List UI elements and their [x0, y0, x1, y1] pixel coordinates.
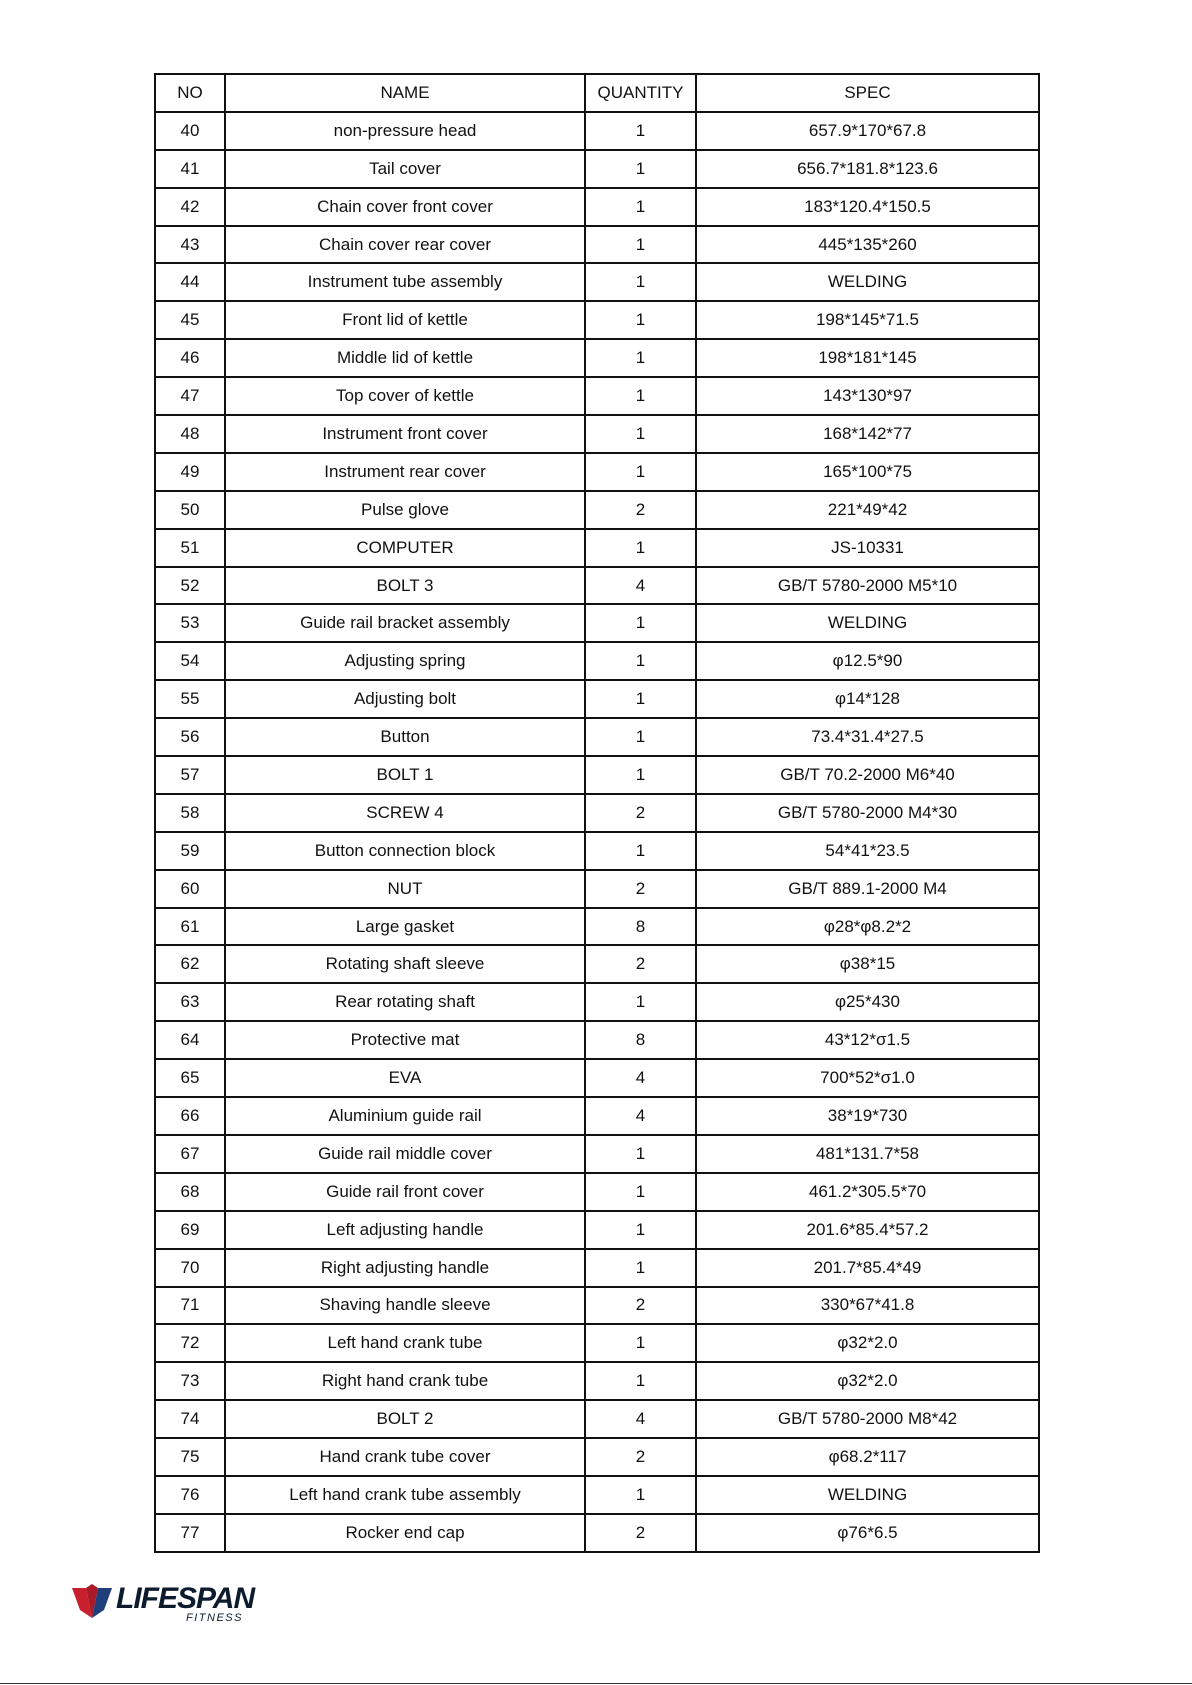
cell-spec: φ32*2.0 [696, 1324, 1039, 1362]
cell-quantity: 1 [585, 1476, 696, 1514]
cell-name: BOLT 1 [225, 756, 585, 794]
table-row [155, 150, 1039, 188]
cell-spec: GB/T 5780-2000 M5*10 [696, 567, 1039, 605]
table-row [155, 529, 1039, 567]
cell-quantity: 1 [585, 112, 696, 150]
cell-no: 47 [155, 377, 225, 415]
cell-no: 41 [155, 150, 225, 188]
cell-quantity: 1 [585, 150, 696, 188]
logo-subtitle: FITNESS [186, 1612, 243, 1624]
cell-quantity: 8 [585, 908, 696, 946]
cell-quantity: 4 [585, 1400, 696, 1438]
header-no: NO [155, 74, 225, 112]
cell-no: 55 [155, 680, 225, 718]
cell-spec: JS-10331 [696, 529, 1039, 567]
cell-quantity: 1 [585, 1211, 696, 1249]
cell-no: 54 [155, 642, 225, 680]
cell-no: 61 [155, 908, 225, 946]
cell-name: BOLT 3 [225, 567, 585, 605]
cell-name: Middle lid of kettle [225, 339, 585, 377]
table-row [155, 945, 1039, 983]
cell-quantity: 2 [585, 870, 696, 908]
cell-name: Tail cover [225, 150, 585, 188]
cell-quantity: 1 [585, 756, 696, 794]
cell-no: 68 [155, 1173, 225, 1211]
cell-spec: 481*131.7*58 [696, 1135, 1039, 1173]
cell-no: 44 [155, 263, 225, 301]
cell-quantity: 1 [585, 226, 696, 264]
cell-spec: 330*67*41.8 [696, 1287, 1039, 1325]
table-row [155, 1287, 1039, 1325]
cell-spec: GB/T 5780-2000 M8*42 [696, 1400, 1039, 1438]
cell-no: 40 [155, 112, 225, 150]
cell-quantity: 1 [585, 604, 696, 642]
cell-spec: 198*181*145 [696, 339, 1039, 377]
cell-spec: 445*135*260 [696, 226, 1039, 264]
cell-spec: 38*19*730 [696, 1097, 1039, 1135]
table-body [155, 112, 1039, 1552]
cell-spec: φ12.5*90 [696, 642, 1039, 680]
cell-name: Right adjusting handle [225, 1249, 585, 1287]
table-row [155, 188, 1039, 226]
cell-spec: WELDING [696, 1476, 1039, 1514]
cell-quantity: 4 [585, 1059, 696, 1097]
cell-no: 77 [155, 1514, 225, 1552]
cell-no: 67 [155, 1135, 225, 1173]
lifespan-logo-mark-icon [72, 1584, 112, 1620]
header-spec: SPEC [696, 74, 1039, 112]
cell-spec: GB/T 889.1-2000 M4 [696, 870, 1039, 908]
cell-quantity: 1 [585, 339, 696, 377]
header-name: NAME [225, 74, 585, 112]
cell-quantity: 1 [585, 415, 696, 453]
cell-no: 52 [155, 567, 225, 605]
table-row [155, 1135, 1039, 1173]
cell-spec: φ28*φ8.2*2 [696, 908, 1039, 946]
cell-quantity: 2 [585, 1438, 696, 1476]
cell-quantity: 1 [585, 718, 696, 756]
cell-quantity: 1 [585, 263, 696, 301]
cell-name: Guide rail front cover [225, 1173, 585, 1211]
cell-quantity: 4 [585, 1097, 696, 1135]
table-row [155, 756, 1039, 794]
cell-name: Chain cover front cover [225, 188, 585, 226]
cell-quantity: 1 [585, 377, 696, 415]
cell-quantity: 1 [585, 529, 696, 567]
header-quantity: QUANTITY [585, 74, 696, 112]
cell-quantity: 1 [585, 453, 696, 491]
cell-name: non-pressure head [225, 112, 585, 150]
table-row [155, 301, 1039, 339]
cell-spec: 183*120.4*150.5 [696, 188, 1039, 226]
table-row [155, 1400, 1039, 1438]
table-row [155, 491, 1039, 529]
table-row [155, 415, 1039, 453]
cell-quantity: 1 [585, 642, 696, 680]
cell-quantity: 2 [585, 794, 696, 832]
cell-spec: GB/T 70.2-2000 M6*40 [696, 756, 1039, 794]
cell-no: 58 [155, 794, 225, 832]
cell-quantity: 1 [585, 832, 696, 870]
cell-no: 60 [155, 870, 225, 908]
cell-no: 53 [155, 604, 225, 642]
table-row [155, 1097, 1039, 1135]
cell-no: 45 [155, 301, 225, 339]
cell-name: Left hand crank tube [225, 1324, 585, 1362]
cell-name: Aluminium guide rail [225, 1097, 585, 1135]
cell-spec: 700*52*σ1.0 [696, 1059, 1039, 1097]
cell-name: Shaving handle sleeve [225, 1287, 585, 1325]
cell-name: SCREW 4 [225, 794, 585, 832]
cell-quantity: 2 [585, 491, 696, 529]
cell-name: Front lid of kettle [225, 301, 585, 339]
cell-spec: φ14*128 [696, 680, 1039, 718]
cell-spec: WELDING [696, 604, 1039, 642]
cell-spec: 143*130*97 [696, 377, 1039, 415]
cell-no: 42 [155, 188, 225, 226]
page-bottom-rule [0, 1683, 1192, 1684]
cell-no: 59 [155, 832, 225, 870]
cell-name: Rear rotating shaft [225, 983, 585, 1021]
cell-spec: 461.2*305.5*70 [696, 1173, 1039, 1211]
cell-spec: φ25*430 [696, 983, 1039, 1021]
cell-name: Guide rail bracket assembly [225, 604, 585, 642]
table-row [155, 794, 1039, 832]
cell-name: BOLT 2 [225, 1400, 585, 1438]
cell-name: COMPUTER [225, 529, 585, 567]
cell-no: 74 [155, 1400, 225, 1438]
cell-no: 70 [155, 1249, 225, 1287]
parts-table [154, 73, 1040, 1553]
cell-name: Button connection block [225, 832, 585, 870]
cell-quantity: 1 [585, 1324, 696, 1362]
cell-no: 56 [155, 718, 225, 756]
cell-no: 65 [155, 1059, 225, 1097]
cell-name: Large gasket [225, 908, 585, 946]
cell-no: 69 [155, 1211, 225, 1249]
table-row [155, 1173, 1039, 1211]
cell-name: Rocker end cap [225, 1514, 585, 1552]
cell-name: Adjusting bolt [225, 680, 585, 718]
cell-spec: 201.7*85.4*49 [696, 1249, 1039, 1287]
cell-no: 63 [155, 983, 225, 1021]
table-row [155, 604, 1039, 642]
cell-name: Chain cover rear cover [225, 226, 585, 264]
table-row [155, 680, 1039, 718]
cell-name: Pulse glove [225, 491, 585, 529]
logo-wordmark: LIFESPAN [116, 1582, 255, 1615]
cell-quantity: 2 [585, 1287, 696, 1325]
cell-name: Left adjusting handle [225, 1211, 585, 1249]
cell-quantity: 1 [585, 301, 696, 339]
table-row [155, 453, 1039, 491]
table-row [155, 263, 1039, 301]
cell-no: 62 [155, 945, 225, 983]
table-row [155, 1021, 1039, 1059]
cell-no: 50 [155, 491, 225, 529]
table-row [155, 1059, 1039, 1097]
table-row [155, 1249, 1039, 1287]
cell-no: 73 [155, 1362, 225, 1400]
table-row [155, 832, 1039, 870]
cell-quantity: 2 [585, 945, 696, 983]
cell-spec: φ38*15 [696, 945, 1039, 983]
cell-name: Instrument front cover [225, 415, 585, 453]
table-row [155, 1438, 1039, 1476]
cell-no: 64 [155, 1021, 225, 1059]
cell-spec: GB/T 5780-2000 M4*30 [696, 794, 1039, 832]
cell-quantity: 1 [585, 188, 696, 226]
table-row [155, 339, 1039, 377]
cell-spec: 73.4*31.4*27.5 [696, 718, 1039, 756]
cell-name: Top cover of kettle [225, 377, 585, 415]
cell-quantity: 8 [585, 1021, 696, 1059]
cell-no: 75 [155, 1438, 225, 1476]
cell-name: Protective mat [225, 1021, 585, 1059]
cell-name: Right hand crank tube [225, 1362, 585, 1400]
cell-name: NUT [225, 870, 585, 908]
cell-name: Left hand crank tube assembly [225, 1476, 585, 1514]
table-row [155, 718, 1039, 756]
cell-name: Hand crank tube cover [225, 1438, 585, 1476]
table-row [155, 112, 1039, 150]
cell-spec: φ68.2*117 [696, 1438, 1039, 1476]
table-row [155, 1211, 1039, 1249]
cell-no: 71 [155, 1287, 225, 1325]
table-row [155, 983, 1039, 1021]
cell-quantity: 1 [585, 1249, 696, 1287]
cell-no: 48 [155, 415, 225, 453]
cell-name: EVA [225, 1059, 585, 1097]
cell-spec: 54*41*23.5 [696, 832, 1039, 870]
cell-no: 66 [155, 1097, 225, 1135]
cell-quantity: 4 [585, 567, 696, 605]
cell-no: 49 [155, 453, 225, 491]
table-row [155, 1362, 1039, 1400]
cell-name: Instrument tube assembly [225, 263, 585, 301]
cell-name: Adjusting spring [225, 642, 585, 680]
cell-spec: 221*49*42 [696, 491, 1039, 529]
cell-name: Rotating shaft sleeve [225, 945, 585, 983]
cell-spec: 656.7*181.8*123.6 [696, 150, 1039, 188]
cell-quantity: 1 [585, 1362, 696, 1400]
table-row [155, 377, 1039, 415]
cell-spec: 201.6*85.4*57.2 [696, 1211, 1039, 1249]
table-row [155, 908, 1039, 946]
cell-no: 46 [155, 339, 225, 377]
lifespan-logo [72, 1582, 255, 1626]
cell-spec: 657.9*170*67.8 [696, 112, 1039, 150]
table-row [155, 226, 1039, 264]
cell-name: Guide rail middle cover [225, 1135, 585, 1173]
cell-spec: φ76*6.5 [696, 1514, 1039, 1552]
table-row [155, 1514, 1039, 1552]
cell-no: 43 [155, 226, 225, 264]
cell-name: Button [225, 718, 585, 756]
cell-quantity: 1 [585, 1173, 696, 1211]
cell-name: Instrument rear cover [225, 453, 585, 491]
cell-spec: 198*145*71.5 [696, 301, 1039, 339]
table-row [155, 642, 1039, 680]
cell-quantity: 1 [585, 1135, 696, 1173]
table-row [155, 1476, 1039, 1514]
cell-quantity: 1 [585, 680, 696, 718]
cell-quantity: 2 [585, 1514, 696, 1552]
cell-spec: 43*12*σ1.5 [696, 1021, 1039, 1059]
cell-spec: φ32*2.0 [696, 1362, 1039, 1400]
cell-quantity: 1 [585, 983, 696, 1021]
table-header [155, 74, 1039, 112]
table-row [155, 870, 1039, 908]
cell-spec: 165*100*75 [696, 453, 1039, 491]
cell-no: 51 [155, 529, 225, 567]
cell-no: 76 [155, 1476, 225, 1514]
header-row [155, 74, 1039, 112]
cell-spec: WELDING [696, 263, 1039, 301]
cell-no: 57 [155, 756, 225, 794]
table-row [155, 1324, 1039, 1362]
cell-spec: 168*142*77 [696, 415, 1039, 453]
cell-no: 72 [155, 1324, 225, 1362]
table-row [155, 567, 1039, 605]
